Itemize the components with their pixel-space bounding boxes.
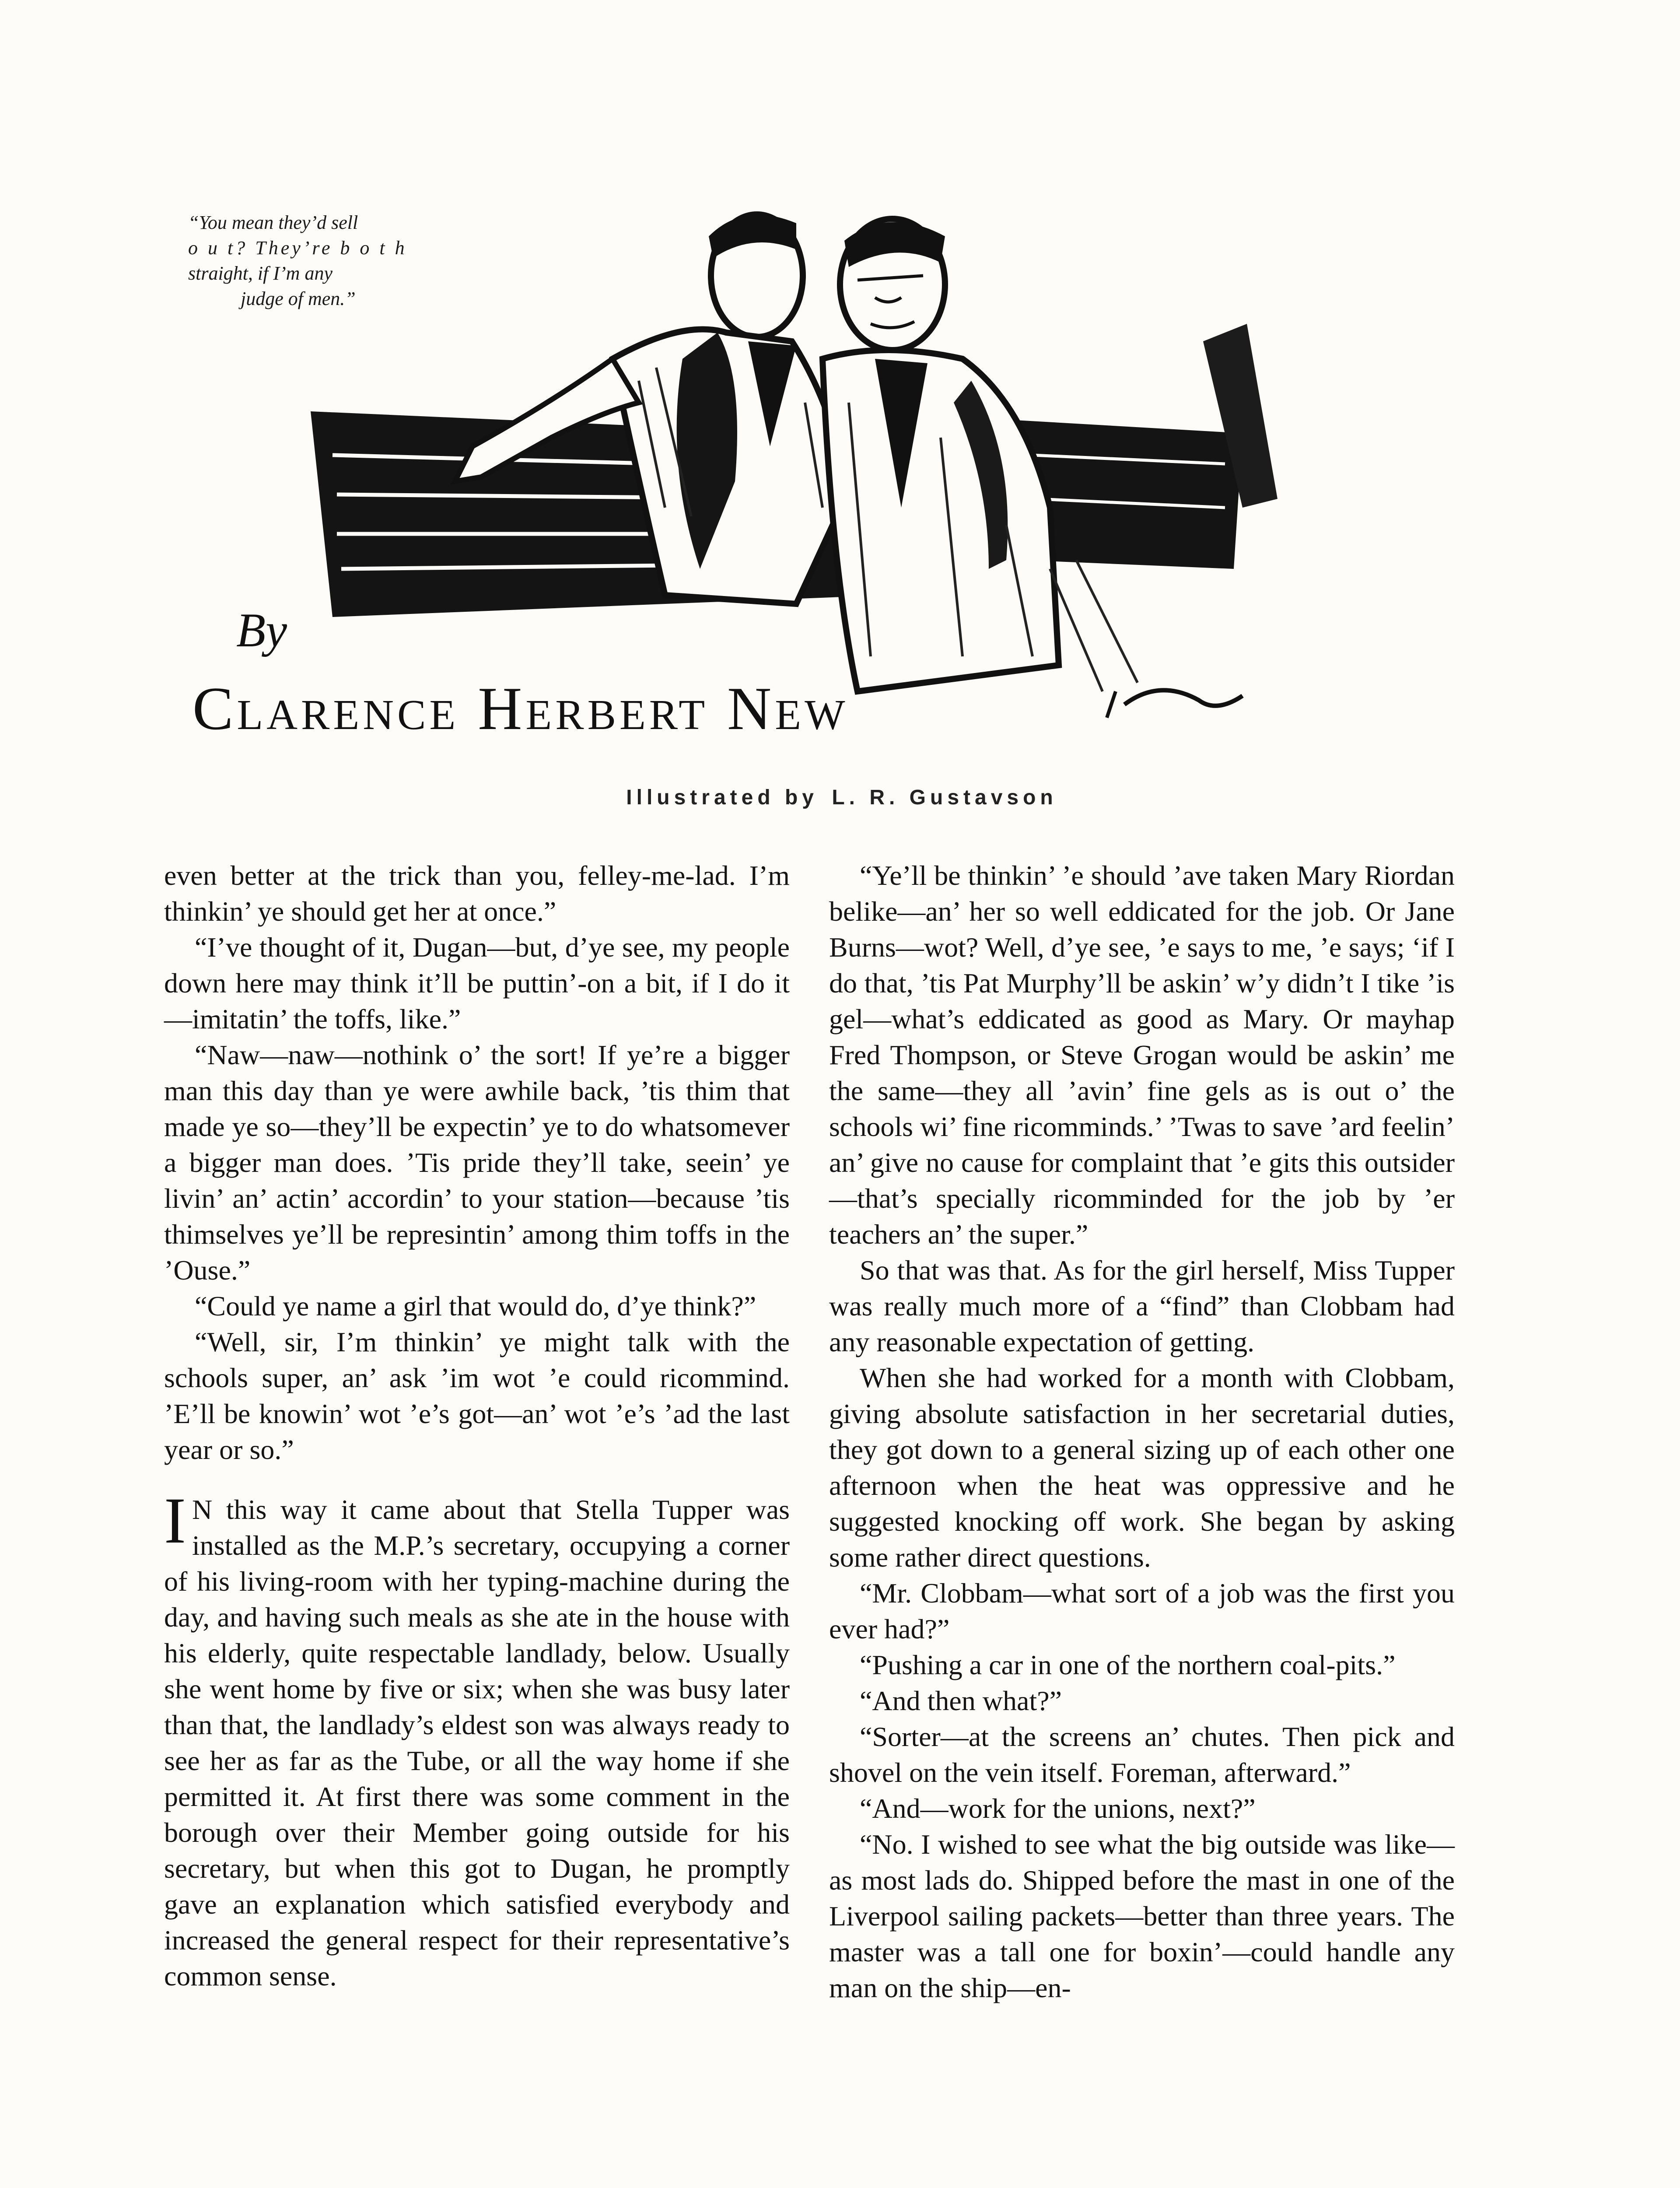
credit-label: Illustrated by <box>626 786 818 809</box>
paragraph: “Pushing a car in one of the northern coal-pits.” <box>860 1649 1396 1680</box>
paragraph: “Well, sir, I’m thinkin’ ye might talk with the schools super, an’ ask ’im wot ’e could ricommind. ’E’ll be knowin’ wot ’e’s got—an’ wot ’e’s ’ad the last year or so.” <box>164 1326 790 1465</box>
header-illustration <box>306 175 1326 744</box>
paragraph: “No. I wished to see what the big outside was like—as most lads do. Shipped before the mast in one of the Liverpool sailing packets—better than three years. The master was a tall one for boxin’—could handle any man on the ship—en- <box>829 1829 1455 2003</box>
paragraph: “And then what?” <box>860 1685 1062 1716</box>
paragraph: “Naw—naw—nothink o’ the sort! If ye’re a bigger man this day than ye were awhile back, ’tis thim that made ye so—they’ll be expectin’ ye to do whatsomever a bigger man does. ’Tis pride they’ll take, seein’ ye livin’ an’ actin’ accordin’ to your station—because ’tis thimselves ye’ll be represintin’ among thim toffs in the ’Ouse.” <box>164 1039 790 1286</box>
right-column <box>829 858 1455 2006</box>
paragraph: “Mr. Clobbam—what sort of a job was the first you ever had?” <box>829 1578 1455 1645</box>
paragraph: “I’ve thought of it, Dugan—but, d’ye see, my people down here may think it’ll be puttin’-on a bit, if I do it—imitatin’ the toffs, like.” <box>164 932 790 1034</box>
caption-line: “You mean they’d sell <box>188 212 358 233</box>
caption-line: straight, if I’m any <box>188 263 332 284</box>
paragraph: “And—work for the unions, next?” <box>860 1793 1256 1824</box>
paragraph: “Sorter—at the screens an’ chutes. Then pick and shovel on the vein itself. Foreman, afterward.” <box>829 1721 1455 1788</box>
author-name: Clarence Herbert New <box>192 675 849 743</box>
section-paragraph <box>164 1484 790 1994</box>
section-text: N this way it came about that Stella Tupper was installed as the M.P.’s secretary, occupying a corner of his living-room with her typing-machine during the day, and having such meals as she ate in the house with his elderly, quite respectable landlady, below. Usually she went home by five or six; when she was busy later than that, the landlady’s eldest son was always ready to see her as far as the Tube, or all the way home if she permitted it. At first there was some comment in the borough over their Member going outside for his secretary, but when this got to Dugan, he promptly gave an explanation which satisfied everybody and increased the general respect for their representative’s common sense. <box>164 1494 790 1992</box>
paragraph: When she had worked for a month with Clobbam, giving absolute satisfaction in her secretarial duties, they got down to a general sizing up of each other one afternoon when the heat was oppressive and he suggested knocking off work. She began by asking some rather direct questions. <box>829 1362 1455 1573</box>
paragraph: “Could ye name a girl that would do, d’ye think?” <box>195 1290 756 1322</box>
paragraph: “Ye’ll be thinkin’ ’e should ’ave taken Mary Riordan belike—an’ her so well eddicated for the job. Or Jane Burns—wot? Well, d’ye see, ’e says to me, ’e says; ‘if I do that, ’tis Pat Murphy’ll be askin’ w’y didn’t I tike ’is gel—what’s eddicated as good as Mary. Or mayhap Fred Thompson, or Steve Grogan would be askin’ me the same—they all ’avin’ fine gels as is out o’ the schools wi’ fine ricomminds.’ ’Twas to save ’ard feelin’ an’ give no cause for complaint that ’e gits this outsider—that’s specially ricomminded for the job by ’er teachers an’ the super.” <box>829 860 1455 1250</box>
caption-line: o u t? They’re b o t h <box>188 237 407 259</box>
credit-name: L. R. Gustavson <box>832 786 1057 809</box>
paragraph: even better at the trick than you, felley-me-lad. I’m thinkin’ ye should get her at once.” <box>164 860 790 927</box>
left-column <box>164 858 790 1994</box>
illustrator-credit <box>0 785 1680 810</box>
drop-cap: I <box>164 1484 186 1557</box>
byline-by: By <box>236 603 287 657</box>
paragraph: So that was that. As for the girl herself, Miss Tupper was really much more of a “find” than Clobbam had any reasonable expectation of getting. <box>829 1255 1455 1357</box>
caption-line: judge of men.” <box>241 288 356 309</box>
